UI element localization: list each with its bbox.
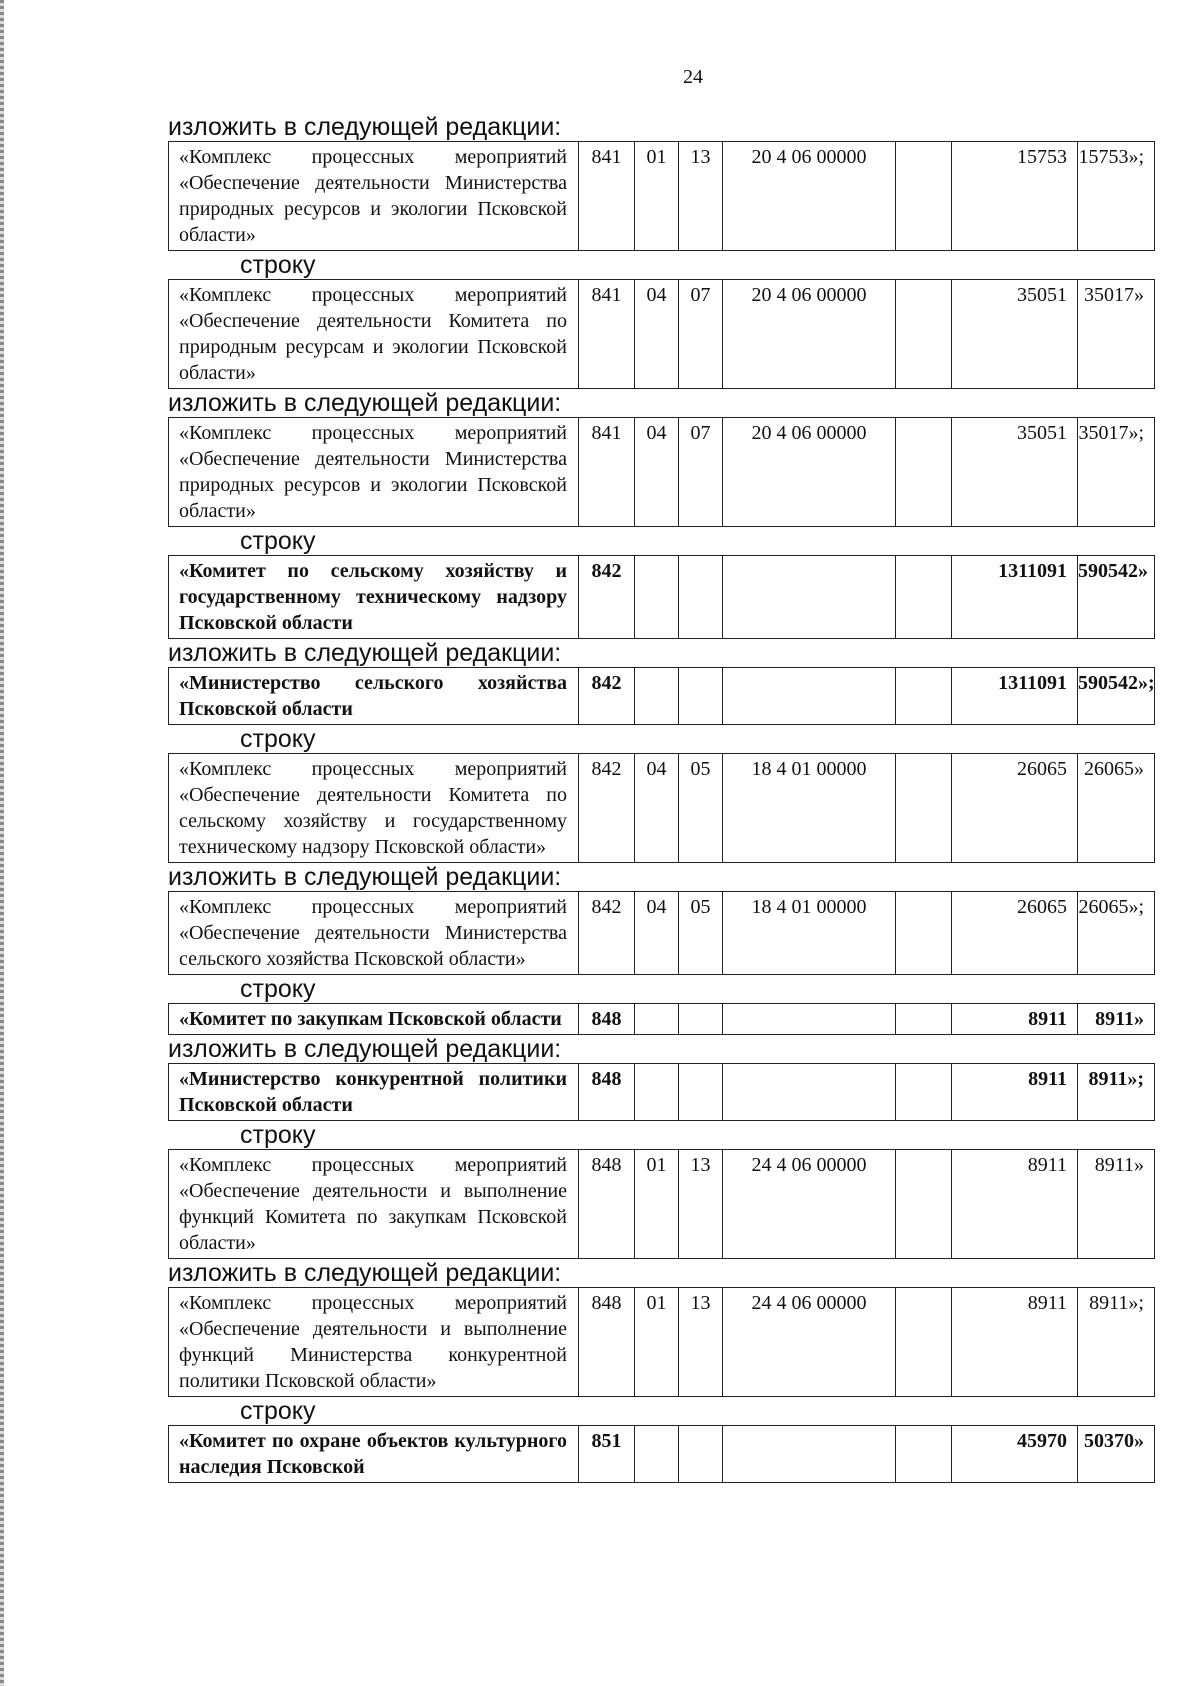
item-name-cell: «Министерство конкурентной политики Псковской области (169, 1064, 579, 1121)
target-article-cell (723, 1064, 896, 1121)
section-cell: 04 (635, 754, 679, 863)
section-cell: 01 (635, 1288, 679, 1397)
caption-new-edition: изложить в следующей редакции: (168, 639, 562, 667)
table-row (169, 1064, 1155, 1121)
table-row (169, 556, 1155, 639)
table-row (169, 1004, 1155, 1035)
admin-code-cell: 848 (579, 1004, 635, 1035)
amount-year-1-cell: 8911 (952, 1150, 1078, 1259)
subsection-cell (679, 1064, 723, 1121)
budget-row-table (168, 667, 1155, 725)
caption-row-label: строку (240, 1397, 316, 1425)
item-name-cell: «Комплекс процессных мероприятий «Обеспечение деятельности Министерства природных ресурсов и экологии Псковской области» (169, 418, 579, 527)
subsection-cell: 13 (679, 1150, 723, 1259)
section-cell: 04 (635, 892, 679, 975)
item-name-cell: «Министерство сельского хозяйства Псковской области (169, 668, 579, 725)
subsection-cell (679, 1004, 723, 1035)
section-cell (635, 1426, 679, 1483)
amount-year-2-cell: 50370» (1078, 1426, 1155, 1483)
amount-year-1-cell: 26065 (952, 754, 1078, 863)
caption-row-label: строку (240, 527, 316, 555)
budget-row-table (168, 1063, 1155, 1121)
item-name-cell: «Комплекс процессных мероприятий «Обеспечение деятельности Министерства природных ресурсов и экологии Псковской области» (169, 142, 579, 251)
amount-year-2-cell: 8911»; (1078, 1064, 1155, 1121)
admin-code-cell: 842 (579, 754, 635, 863)
subsection-cell (679, 668, 723, 725)
item-name-cell: «Комплекс процессных мероприятий «Обеспечение деятельности и выполнение функций Министерства конкурентной политики Псковской области» (169, 1288, 579, 1397)
target-article-cell: 20 4 06 00000 (723, 280, 896, 389)
target-article-cell: 24 4 06 00000 (723, 1288, 896, 1397)
item-name-cell: «Комплекс процессных мероприятий «Обеспечение деятельности Комитета по природным ресурсам и экологии Псковской области» (169, 280, 579, 389)
amount-year-2-cell: 8911» (1078, 1150, 1155, 1259)
target-article-cell: 18 4 01 00000 (723, 754, 896, 863)
subsection-cell: 05 (679, 754, 723, 863)
budget-row-table (168, 417, 1155, 527)
admin-code-cell: 848 (579, 1288, 635, 1397)
target-article-cell (723, 668, 896, 725)
expense-type-cell (896, 1288, 952, 1397)
amount-year-1-cell: 1311091 (952, 556, 1078, 639)
budget-row-table (168, 279, 1155, 389)
section-cell: 04 (635, 418, 679, 527)
item-name-cell: «Комитет по сельскому хозяйству и государственному техническому надзору Псковской области (169, 556, 579, 639)
admin-code-cell: 841 (579, 142, 635, 251)
amount-year-2-cell: 26065»; (1078, 892, 1155, 975)
caption-new-edition: изложить в следующей редакции: (168, 1035, 562, 1063)
expense-type-cell (896, 668, 952, 725)
subsection-cell: 05 (679, 892, 723, 975)
expense-type-cell (896, 892, 952, 975)
amount-year-1-cell: 15753 (952, 142, 1078, 251)
caption-new-edition: изложить в следующей редакции: (168, 863, 562, 891)
expense-type-cell (896, 418, 952, 527)
amount-year-1-cell: 26065 (952, 892, 1078, 975)
admin-code-cell: 842 (579, 556, 635, 639)
amount-year-2-cell: 8911»; (1078, 1288, 1155, 1397)
target-article-cell (723, 1426, 896, 1483)
section-cell (635, 556, 679, 639)
caption-new-edition: изложить в следующей редакции: (168, 389, 562, 417)
table-row (169, 668, 1155, 725)
table-row (169, 1150, 1155, 1259)
admin-code-cell: 851 (579, 1426, 635, 1483)
amount-year-1-cell: 1311091 (952, 668, 1078, 725)
item-name-cell: «Комитет по охране объектов культурного наследия Псковской (169, 1426, 579, 1483)
item-name-cell: «Комплекс процессных мероприятий «Обеспечение деятельности и выполнение функций Комитета по закупкам Псковской области» (169, 1150, 579, 1259)
amount-year-1-cell: 35051 (952, 280, 1078, 389)
target-article-cell: 20 4 06 00000 (723, 142, 896, 251)
table-row (169, 142, 1155, 251)
target-article-cell: 18 4 01 00000 (723, 892, 896, 975)
amount-year-2-cell: 26065» (1078, 754, 1155, 863)
amount-year-1-cell: 45970 (952, 1426, 1078, 1483)
scan-edge (0, 0, 4, 1686)
expense-type-cell (896, 280, 952, 389)
amendment-list (168, 113, 1155, 1483)
admin-code-cell: 848 (579, 1150, 635, 1259)
admin-code-cell: 842 (579, 892, 635, 975)
amount-year-2-cell: 35017» (1078, 280, 1155, 389)
amount-year-1-cell: 35051 (952, 418, 1078, 527)
expense-type-cell (896, 142, 952, 251)
amount-year-2-cell: 590542» (1078, 556, 1155, 639)
admin-code-cell: 848 (579, 1064, 635, 1121)
caption-row-label: строку (240, 725, 316, 753)
budget-row-table (168, 141, 1155, 251)
table-row (169, 418, 1155, 527)
expense-type-cell (896, 556, 952, 639)
admin-code-cell: 841 (579, 280, 635, 389)
caption-row-label: строку (240, 1121, 316, 1149)
subsection-cell: 13 (679, 1288, 723, 1397)
table-row (169, 754, 1155, 863)
budget-row-table (168, 753, 1155, 863)
amount-year-2-cell: 590542»; (1078, 668, 1155, 725)
page-number: 24 (683, 66, 703, 88)
amount-year-2-cell: 35017»; (1078, 418, 1155, 527)
admin-code-cell: 842 (579, 668, 635, 725)
table-row (169, 280, 1155, 389)
subsection-cell (679, 1426, 723, 1483)
target-article-cell: 24 4 06 00000 (723, 1150, 896, 1259)
target-article-cell (723, 556, 896, 639)
admin-code-cell: 841 (579, 418, 635, 527)
budget-row-table (168, 1149, 1155, 1259)
table-row (169, 1426, 1155, 1483)
caption-new-edition: изложить в следующей редакции: (168, 1259, 562, 1287)
table-row (169, 1288, 1155, 1397)
table-row (169, 892, 1155, 975)
subsection-cell: 13 (679, 142, 723, 251)
item-name-cell: «Комплекс процессных мероприятий «Обеспечение деятельности Министерства сельского хозяйства Псковской области» (169, 892, 579, 975)
subsection-cell (679, 556, 723, 639)
section-cell (635, 1004, 679, 1035)
expense-type-cell (896, 1150, 952, 1259)
subsection-cell: 07 (679, 418, 723, 527)
section-cell (635, 668, 679, 725)
caption-new-edition: изложить в следующей редакции: (168, 113, 562, 141)
target-article-cell (723, 1004, 896, 1035)
budget-row-table (168, 891, 1155, 975)
amount-year-1-cell: 8911 (952, 1288, 1078, 1397)
budget-row-table (168, 1425, 1155, 1483)
expense-type-cell (896, 1064, 952, 1121)
caption-row-label: строку (240, 251, 316, 279)
section-cell: 01 (635, 142, 679, 251)
expense-type-cell (896, 1004, 952, 1035)
budget-row-table (168, 1287, 1155, 1397)
item-name-cell: «Комитет по закупкам Псковской области (169, 1004, 579, 1035)
amount-year-1-cell: 8911 (952, 1004, 1078, 1035)
expense-type-cell (896, 1426, 952, 1483)
amount-year-2-cell: 15753»; (1078, 142, 1155, 251)
section-cell: 04 (635, 280, 679, 389)
section-cell (635, 1064, 679, 1121)
section-cell: 01 (635, 1150, 679, 1259)
subsection-cell: 07 (679, 280, 723, 389)
expense-type-cell (896, 754, 952, 863)
budget-row-table (168, 1003, 1155, 1035)
amount-year-1-cell: 8911 (952, 1064, 1078, 1121)
amount-year-2-cell: 8911» (1078, 1004, 1155, 1035)
target-article-cell: 20 4 06 00000 (723, 418, 896, 527)
budget-row-table (168, 555, 1155, 639)
caption-row-label: строку (240, 975, 316, 1003)
item-name-cell: «Комплекс процессных мероприятий «Обеспечение деятельности Комитета по сельскому хозяйству и государственному техническому надзору Псковской области» (169, 754, 579, 863)
